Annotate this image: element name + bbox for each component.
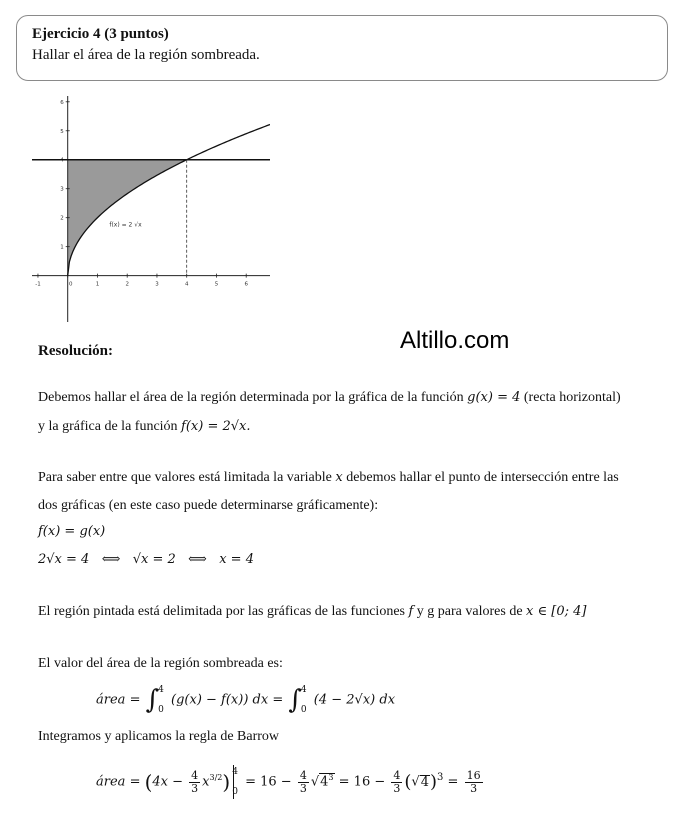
paragraph-5: Integramos y aplicamos la regla de Barrow xyxy=(38,729,280,744)
integral-sign-2: ∫ xyxy=(288,685,302,715)
x-tick-label: 6 xyxy=(244,281,248,288)
x-tick-label: -1 xyxy=(35,281,41,288)
paragraph-2-line-2: dos gráficas (en este caso puede determinarse gráficamente): xyxy=(38,498,379,513)
p3-text-a: El región pintada está delimitada por las gráficas de las funciones xyxy=(38,604,405,619)
barrow-equation: área = (4x − $\frac{4}{3}$ $x^{3/2}$) 4 0 = 16 − $\frac{4}{3}$ $√4^3 = 16$ − $\frac{4}{3}$ $(√4)^3$ = $\frac{16}{3}$ xyxy=(96,767,481,797)
p3-text-c: para valores de xyxy=(437,604,523,619)
paragraph-4: El valor del área de la región sombreada es: xyxy=(38,656,283,671)
p1-f-function: f(x) = 2√x. xyxy=(181,419,251,434)
integrand-1: (g(x) − f(x)) dx xyxy=(171,692,269,708)
exercise-instruction: Hallar el área de la región sombreada. xyxy=(32,47,260,63)
y-tick-label: 4 xyxy=(60,157,64,164)
p2-text-b: debemos hallar el punto de intersección entre las xyxy=(346,470,619,485)
p3-g: g xyxy=(427,604,435,619)
p3-interval: x ∈ [0; 4] xyxy=(526,604,587,619)
p1-g-function: g(x) = 4 xyxy=(467,390,521,405)
resolution-heading: Resolución: xyxy=(38,343,113,359)
paragraph-1-line-1 xyxy=(38,390,621,406)
exercise-box xyxy=(16,15,668,81)
equation-fx-equals-gx: f(x) = g(x) xyxy=(38,524,106,539)
integral-sign-1: ∫ xyxy=(145,685,160,715)
integrand-2: (4 − 2√x) dx xyxy=(313,692,396,708)
paragraph-2-line-1 xyxy=(38,470,619,486)
paragraph-3 xyxy=(38,604,586,620)
y-tick-label: 1 xyxy=(60,244,64,251)
function-label: f(x) = 2 √x xyxy=(109,221,142,229)
barrow-value-16: 16 xyxy=(260,774,277,790)
p1-text-a: Debemos hallar el área de la región determinada por la gráfica de la función xyxy=(38,390,464,405)
area-graph xyxy=(32,96,270,322)
y-tick-label: 2 xyxy=(60,215,64,222)
area-integral-equation: área = ∫ 4 0 (g(x) − f(x)) dx = ∫ 4 0 (4 − 2√x) dx xyxy=(96,680,395,720)
paragraph-1-line-2 xyxy=(38,419,251,435)
y-tick-label: 3 xyxy=(60,186,64,193)
p1-text-b: (recta horizontal) xyxy=(523,390,621,405)
exercise-title: Ejercicio 4 (3 puntos) xyxy=(32,26,169,42)
p3-f: f xyxy=(408,604,414,619)
final-result-fraction: $\frac{16}{3}$ xyxy=(466,768,481,795)
p2-text-a: Para saber entre que valores está limitada la variable xyxy=(38,470,332,485)
integral-limits-2: 4 0 xyxy=(300,685,307,715)
area-word: área xyxy=(96,692,126,708)
x-tick-label: 4 xyxy=(184,281,189,288)
y-tick-label: 6 xyxy=(60,99,64,106)
x-tick-label: 3 xyxy=(155,281,159,288)
area-word-2: área xyxy=(96,774,126,790)
x-tick-label: 2 xyxy=(125,281,129,288)
p1-text-c: y la gráfica de la función xyxy=(38,419,178,434)
y-tick-label: 5 xyxy=(60,128,64,135)
equation-solve-x: 2√x = 4 ⟺ √x = 2 ⟺ x = 4 xyxy=(38,552,254,567)
p2-variable: x xyxy=(335,470,343,485)
watermark: Altillo.com xyxy=(400,327,510,354)
x-tick-label: 0 xyxy=(68,281,73,288)
x-tick-label: 1 xyxy=(95,281,100,288)
p3-text-b: y xyxy=(416,604,424,619)
shaded-region xyxy=(68,160,187,276)
integral-limits-1: 4 0 xyxy=(158,685,164,715)
x-tick-label: 5 xyxy=(214,281,219,288)
